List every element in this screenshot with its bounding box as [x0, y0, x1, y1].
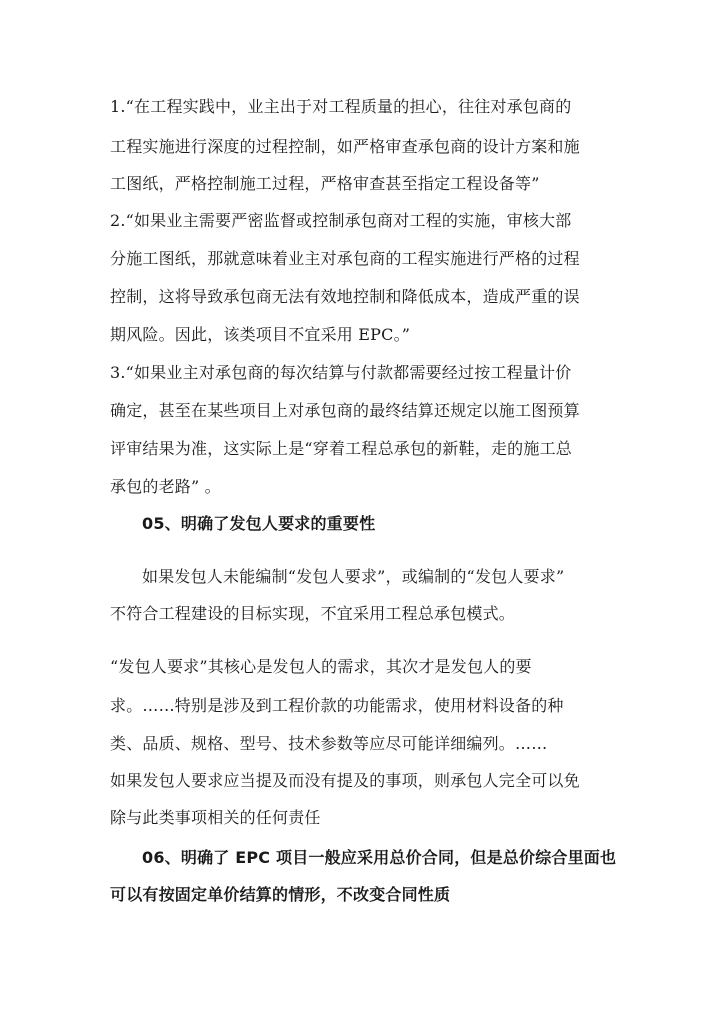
- section-heading-06-line-2: 可以有按固定单价结算的情形，不改变合同性质: [110, 885, 451, 904]
- quote-1-line-2: 工程实施进行深度的过程控制，如严格审查承包商的设计方案和施: [110, 137, 580, 156]
- quote-2-line-4: 期风险。因此，该类项目不宜采用 EPC。”: [110, 325, 411, 344]
- quote-2-line-1: 2.“如果业主需要严密监督或控制承包商对工程的实施，审核大部: [110, 211, 572, 230]
- paragraph-2-line-3: 类、品质、规格、型号、技术参数等应尽可能详细编列。……: [110, 734, 548, 753]
- quote-1-line-3: 工图纸，严格控制施工过程，严格审查甚至指定工程设备等”: [110, 174, 540, 193]
- paragraph-1-line-1: 如果发包人未能编制“发包人要求”，或编制的“发包人要求”: [142, 567, 565, 586]
- quote-3-line-2: 确定，甚至在某些项目上对承包商的最终结算还规定以施工图预算: [110, 401, 580, 420]
- quote-2-line-3: 控制，这将导致承包商无法有效地控制和降低成本，造成严重的误: [110, 287, 580, 306]
- paragraph-2-line-5: 除与此类事项相关的任何责任: [110, 808, 321, 827]
- paragraph-2-line-4: 如果发包人要求应当提及而没有提及的事项，则承包人完全可以免: [110, 771, 580, 790]
- section-heading-06-line-1: 06、明确了 EPC 项目一般应采用总价合同，但是总价综合里面也: [142, 848, 617, 867]
- paragraph-2-line-1: “发包人要求”其核心是发包人的需求，其次才是发包人的要: [110, 657, 532, 676]
- paragraph-2-line-2: 求。……特别是涉及到工程价款的功能需求，使用材料设备的种: [110, 696, 564, 715]
- quote-1-line-1: 1.“在工程实践中，业主出于对工程质量的担心，往往对承包商的: [110, 97, 572, 116]
- quote-3-line-3: 评审结果为准，这实际上是“穿着工程总承包的新鞋，走的施工总: [110, 439, 572, 458]
- section-heading-05: 05、明确了发包人要求的重要性: [142, 514, 376, 533]
- quote-2-line-2: 分施工图纸，那就意味着业主对承包商的工程实施进行严格的过程: [110, 249, 580, 268]
- quote-3-line-1: 3.“如果业主对承包商的每次结算与付款都需要经过按工程量计价: [110, 363, 572, 382]
- quote-3-line-4: 承包的老路” 。: [110, 477, 221, 496]
- paragraph-1-line-2: 不符合工程建设的目标实现，不宜采用工程总承包模式。: [110, 604, 516, 623]
